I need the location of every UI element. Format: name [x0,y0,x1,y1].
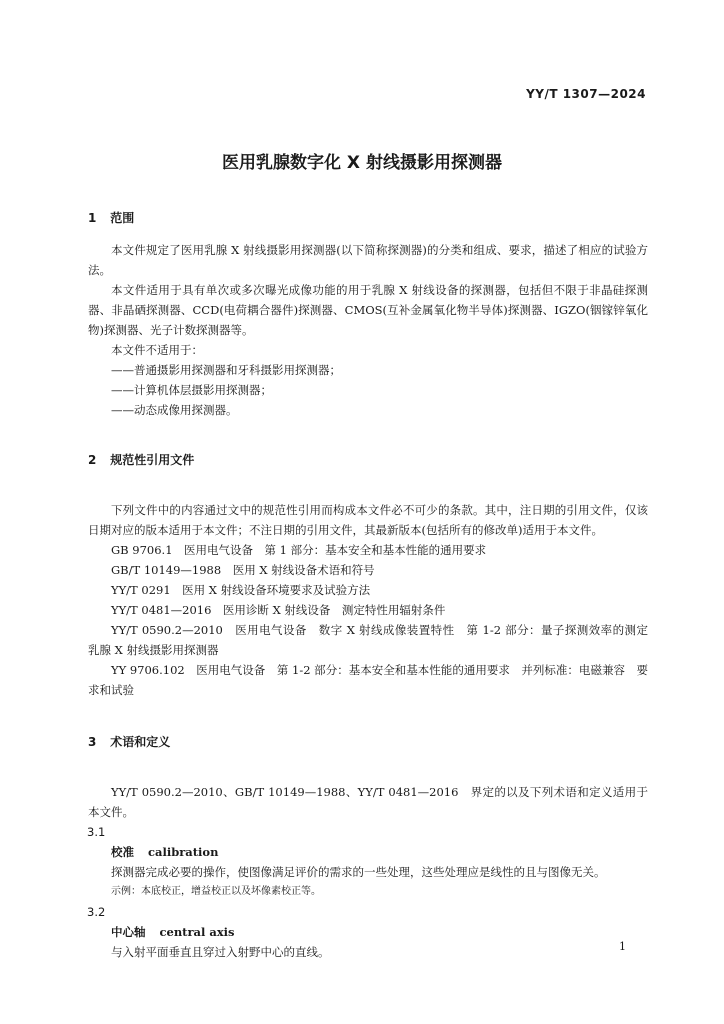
paragraph: YY/T 0590.2—2010、GB/T 10149—1988、YY/T 0481—2016 界定的以及下列术语和定义适用于本文件。 [88,785,648,819]
reference-item: GB/T 10149—1988 医用 X 射线设备术语和符号 [111,563,375,577]
spacer [88,470,648,500]
page-number: 1 [619,940,626,953]
section-number: 1 [88,211,97,225]
reference-item: YY/T 0481—2016 医用诊断 X 射线设备 测定特性用辐射条件 [111,603,446,617]
section-1-heading [88,208,648,228]
section-3-heading [88,732,648,752]
term-cn: 中心轴 [111,925,146,939]
section-number: 3 [88,735,97,749]
paragraph: 本文件不适用于： [111,343,203,357]
term-definition: 探测器完成必要的操作，使图像满足评价的需求的一些处理，这些处理应是线性的且与图像无关。 [111,865,606,879]
paragraph: 下列文件中的内容通过文中的规范性引用而构成本文件必不可少的条款。其中，注日期的引用文件，仅该日期对应的版本适用于本文件；不注日期的引用文件，其最新版本(包括所有的修改单)适用于本文件。 [88,503,648,537]
standard-code: YY/T 1307—2024 [526,87,646,101]
reference-item: YY/T 0590.2—2010 医用电气设备 数字 X 射线成像装置特性 第 1-2 部分：量子探测效率的测定 乳腺 X 射线摄影用探测器 [88,623,660,657]
term-en: calibration [148,845,219,859]
section-number: 2 [88,453,97,467]
term-cn: 校准 [111,845,134,859]
spacer [88,420,648,450]
term-en: central axis [159,925,235,939]
term-definition: 与入射平面垂直且穿过入射野中心的直线。 [111,945,330,959]
section-title: 范围 [110,211,135,225]
document-title: 医用乳腺数字化 X 射线摄影用探测器 [222,153,502,173]
spacer [88,700,648,732]
section-2-heading [88,450,648,470]
term-heading [88,922,648,942]
term-example: 示例：本底校正，增益校正以及坏像素校正等。 [111,886,321,897]
reference-item: YY 9706.102 医用电气设备 第 1-2 部分：基本安全和基本性能的通用要求 并列标准：电磁兼容 要求和试验 [88,663,648,697]
section-title: 规范性引用文件 [110,453,195,467]
section-title: 术语和定义 [110,735,171,749]
paragraph: 本文件规定了医用乳腺 X 射线摄影用探测器(以下简称探测器)的分类和组成、要求，描述了相应的试验方法。 [88,243,648,277]
reference-item: GB 9706.1 医用电气设备 第 1 部分：基本安全和基本性能的通用要求 [111,543,487,557]
term-number: 3.2 [87,905,106,919]
list-item: ——普通摄影用探测器和牙科摄影用探测器； [111,363,341,377]
spacer [88,752,648,782]
term-number: 3.1 [87,825,106,839]
spacer [88,228,648,240]
reference-item: YY/T 0291 医用 X 射线设备环境要求及试验方法 [111,583,371,597]
list-item: ——动态成像用探测器。 [111,403,238,417]
term-heading [88,842,648,862]
list-item: ——计算机体层摄影用探测器； [111,383,272,397]
document-body [87,208,660,962]
paragraph: 本文件适用于具有单次或多次曝光成像功能的用于乳腺 X 射线设备的探测器，包括但不限于非晶硅探测器、非晶硒探测器、CCD(电荷耦合器件)探测器、CMOS(互补金属氧化物半导体)探测器、IGZO(铟镓锌氧化物)探测器、光子计数探测器等。 [88,283,648,337]
